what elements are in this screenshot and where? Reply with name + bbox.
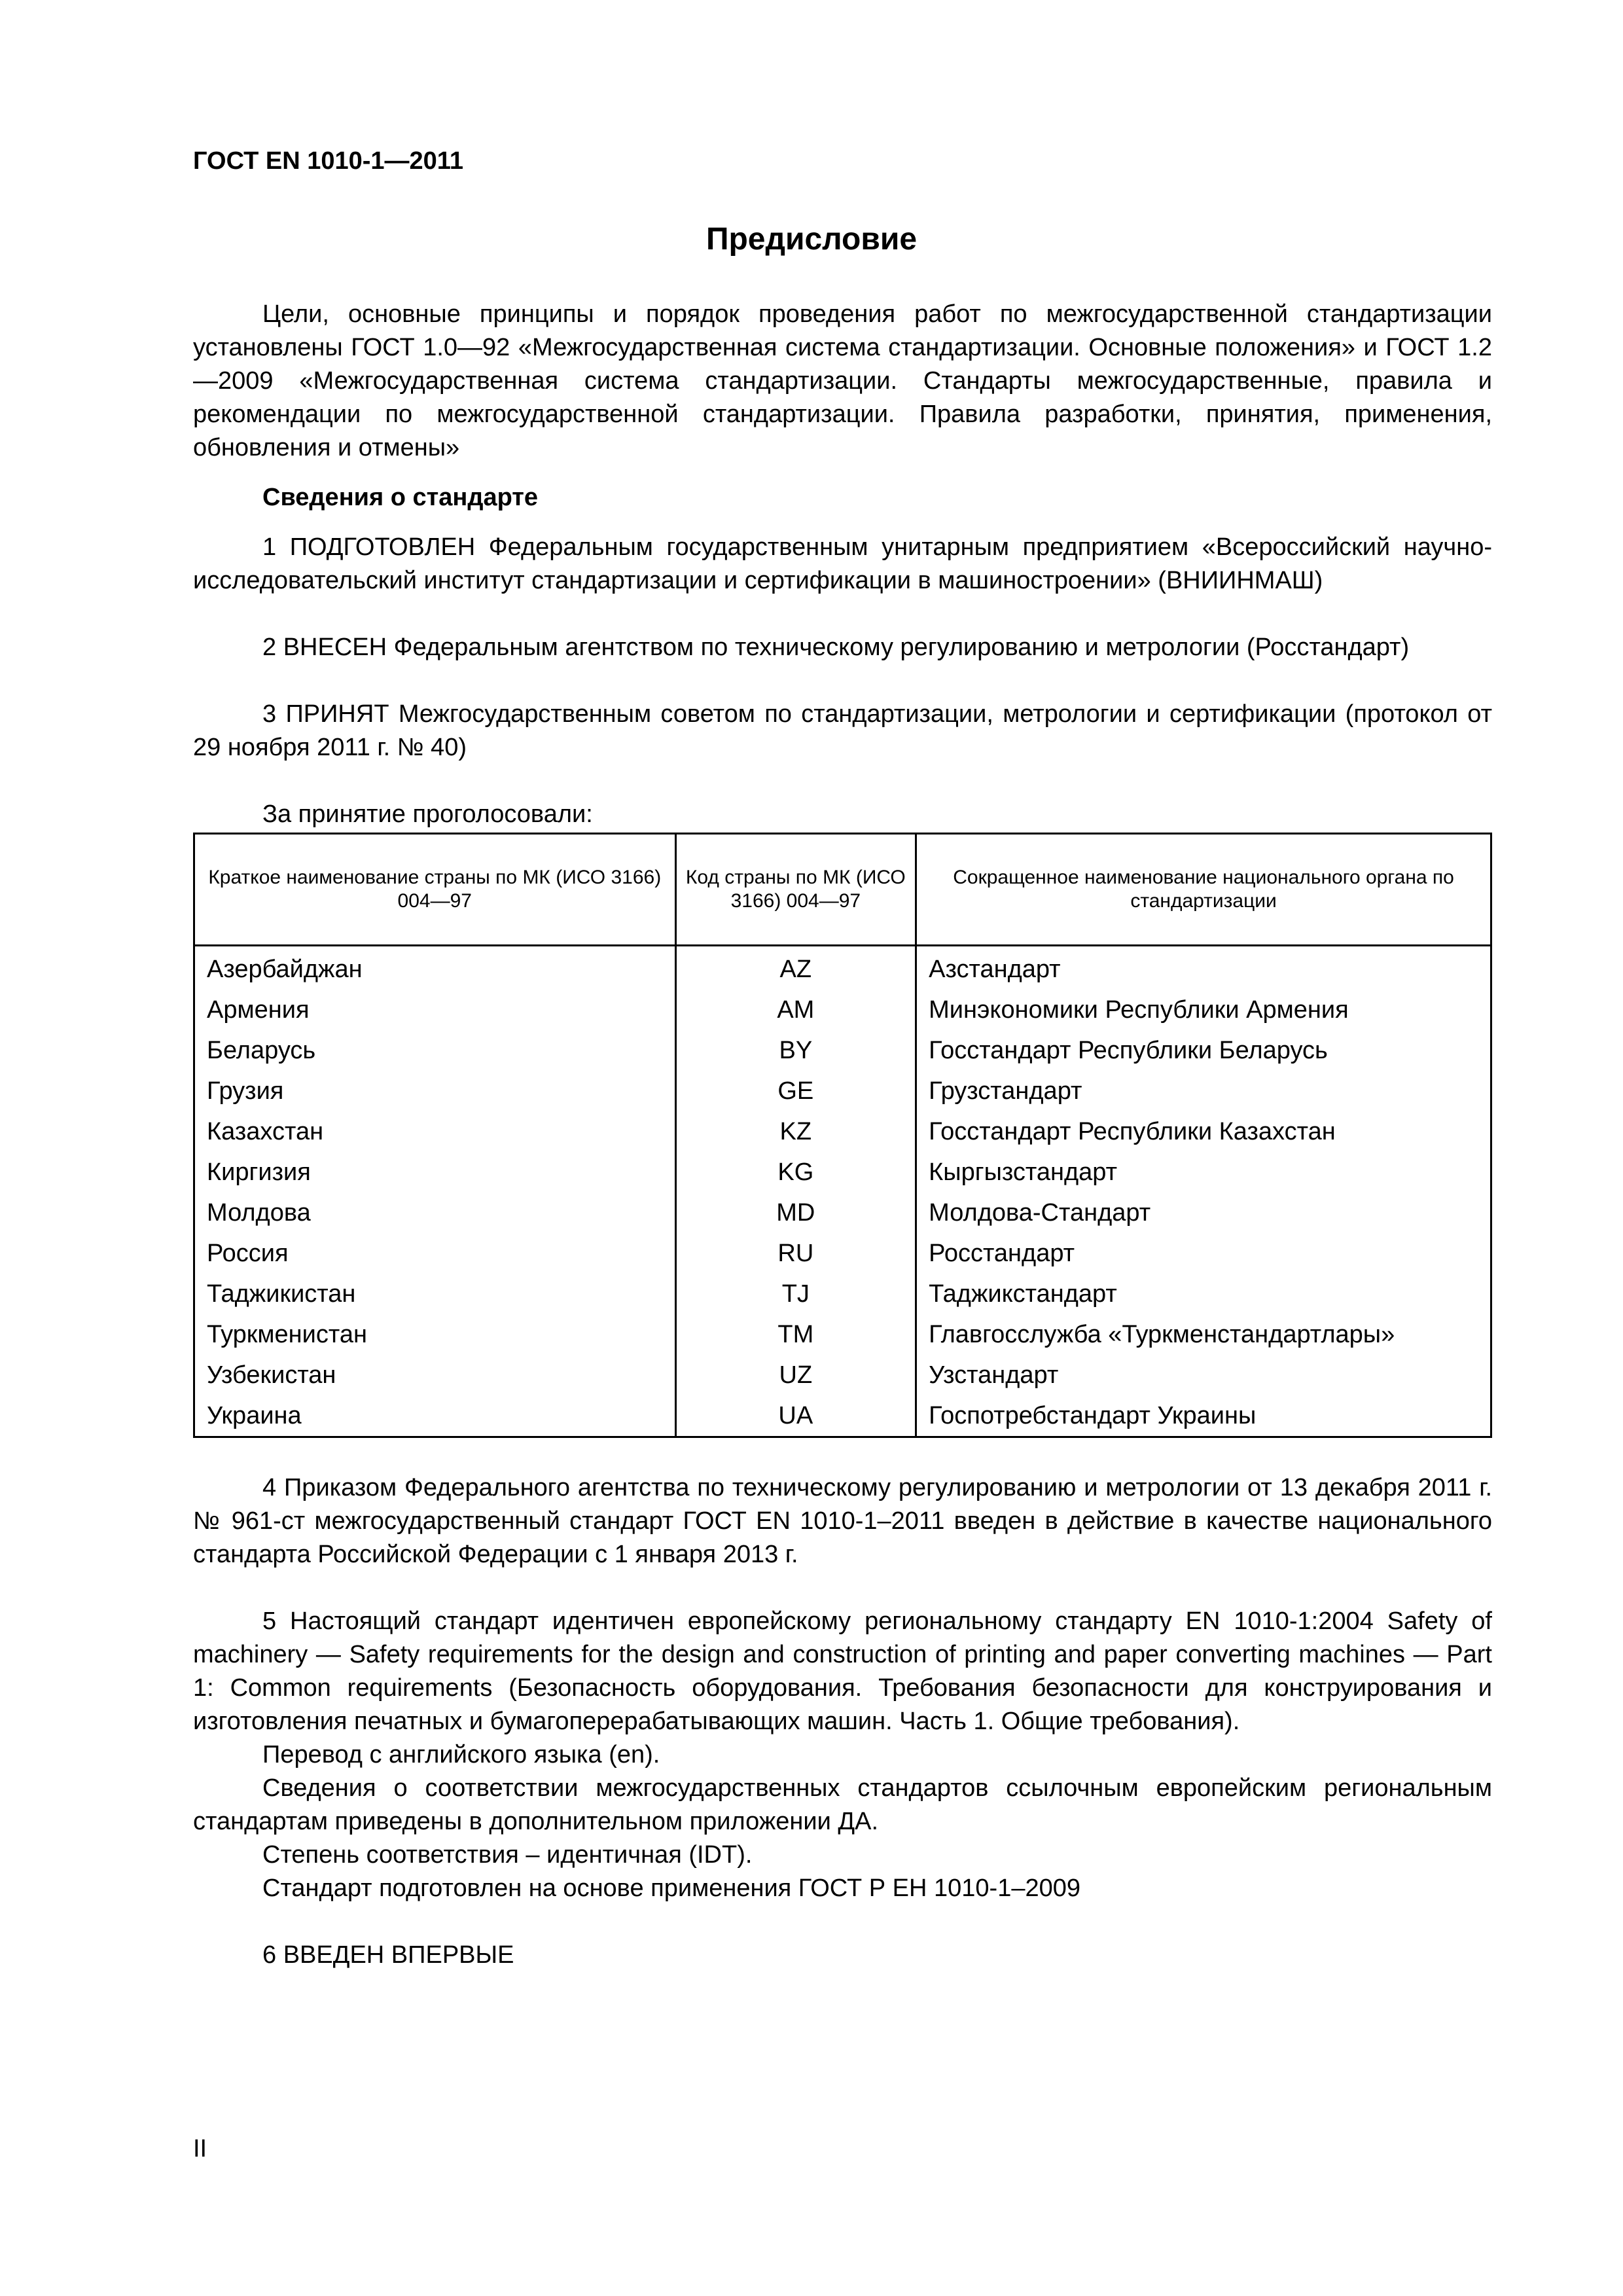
- country-cell: Грузия: [194, 1071, 676, 1111]
- national-body-cell: Грузстандарт: [916, 1071, 1491, 1111]
- code-cell: TM: [675, 1314, 916, 1355]
- table-row: [194, 990, 1491, 1030]
- item-5-info: Сведения о соответствии межгосударственных стандартов ссылочным европейским региональным стандартам приведены в дополнительном приложении ДА.: [193, 1774, 1492, 1835]
- national-body-cell: Госстандарт Республики Казахстан: [916, 1111, 1491, 1152]
- table-row: [194, 1030, 1491, 1071]
- country-cell: Узбекистан: [194, 1355, 676, 1395]
- code-cell: UZ: [675, 1355, 916, 1395]
- code-cell: GE: [675, 1071, 916, 1111]
- code-cell: MD: [675, 1193, 916, 1233]
- item-6-introduced: 6 ВВЕДЕН ВПЕРВЫЕ: [262, 1941, 514, 1969]
- section-heading: Сведения о стандарте: [262, 484, 539, 511]
- item-5-degree: Степень соответствия – идентичная (IDT).: [262, 1841, 753, 1869]
- header-country: Краткое наименование страны по МК (ИСО 3166) 004—97: [194, 834, 676, 946]
- item-1-prepared: 1 ПОДГОТОВЛЕН Федеральным государственным унитарным предприятием «Всероссийский научно-исследовательский институт стандартизации и сертификации в машиностроении» (ВНИИНМАШ): [193, 533, 1492, 594]
- code-cell: TJ: [675, 1274, 916, 1314]
- code-cell: RU: [675, 1233, 916, 1274]
- national-body-cell: Росстандарт: [916, 1233, 1491, 1274]
- country-cell: Туркменистан: [194, 1314, 676, 1355]
- item-4-order: 4 Приказом Федерального агентства по техническому регулированию и метрологии от 13 декабря 2011 г. № 961-ст межгосударственный стандарт ГОСТ EN 1010-1–2011 введен в действие в качестве национального стандарта Российской Федерации с 1 января 2013 г.: [193, 1474, 1492, 1568]
- table-row: [194, 1193, 1491, 1233]
- table-row: [194, 1071, 1491, 1111]
- table-row: [194, 1274, 1491, 1314]
- header-code: Код страны по МК (ИСО 3166) 004—97: [675, 834, 916, 946]
- country-cell: Казахстан: [194, 1111, 676, 1152]
- table-header-row: [194, 834, 1491, 946]
- table-row: [194, 1355, 1491, 1395]
- item-2-submitted: 2 ВНЕСЕН Федеральным агентством по техническому регулированию и метрологии (Росстандарт): [262, 634, 1410, 661]
- table-row: [194, 1395, 1491, 1437]
- national-body-cell: Минэкономики Республики Армения: [916, 990, 1491, 1030]
- national-body-cell: Узстандарт: [916, 1355, 1491, 1395]
- national-body-cell: Госстандарт Республики Беларусь: [916, 1030, 1491, 1071]
- voting-table: [193, 833, 1492, 1438]
- item-3-adopted: 3 ПРИНЯТ Межгосударственным советом по стандартизации, метрологии и сертификации (протокол от 29 ноября 2011 г. № 40): [193, 700, 1492, 761]
- national-body-cell: Молдова-Стандарт: [916, 1193, 1491, 1233]
- country-cell: Украина: [194, 1395, 676, 1437]
- page-number: II: [193, 2135, 207, 2162]
- document-body: [193, 298, 1492, 1972]
- country-cell: Таджикистан: [194, 1274, 676, 1314]
- item-5-basis: Стандарт подготовлен на основе применения ГОСТ Р ЕН 1010-1–2009: [262, 1874, 1080, 1902]
- code-cell: UA: [675, 1395, 916, 1437]
- code-cell: KZ: [675, 1111, 916, 1152]
- country-cell: Россия: [194, 1233, 676, 1274]
- country-cell: Беларусь: [194, 1030, 676, 1071]
- header-body: Сокращенное наименование национального органа по стандартизации: [916, 834, 1491, 946]
- country-cell: Армения: [194, 990, 676, 1030]
- item-5-identical: 5 Настоящий стандарт идентичен европейскому региональному стандарту EN 1010-1:2004 Safety of machinery — Safety requirements for the design and construction of printing and paper converting machines — Part 1: Common requirements (Безопасность оборудования. Требования безопасности для конструирования и изготовления печатных и бумагоперерабатывающих машин. Часть 1. Общие требования).: [193, 1607, 1492, 1735]
- country-cell: Киргизия: [194, 1152, 676, 1193]
- code-cell: KG: [675, 1152, 916, 1193]
- table-row: [194, 1111, 1491, 1152]
- national-body-cell: Госпотребстандарт Украины: [916, 1395, 1491, 1437]
- country-cell: Молдова: [194, 1193, 676, 1233]
- table-row: [194, 946, 1491, 990]
- code-cell: AM: [675, 990, 916, 1030]
- code-cell: AZ: [675, 946, 916, 990]
- table-row: [194, 1152, 1491, 1193]
- national-body-cell: Кыргызстандарт: [916, 1152, 1491, 1193]
- code-cell: BY: [675, 1030, 916, 1071]
- page-title: Предисловие: [705, 222, 918, 257]
- vote-intro: За принятие проголосовали:: [262, 800, 593, 828]
- document-code: ГОСТ EN 1010-1—2011: [193, 147, 463, 175]
- country-cell: Азербайджан: [194, 946, 676, 990]
- table-row: [194, 1314, 1491, 1355]
- item-5-translation: Перевод с английского языка (en).: [262, 1741, 660, 1768]
- intro-paragraph: Цели, основные принципы и порядок проведения работ по межгосударственной стандартизации установлены ГОСТ 1.0—92 «Межгосударственная система стандартизации. Основные положения» и ГОСТ 1.2—2009 «Межгосударственная система стандартизации. Стандарты межгосударственные, правила и рекомендации по межгосударственной стандартизации. Правила разработки, принятия, применения, обновления и отмены»: [193, 300, 1492, 461]
- national-body-cell: Азстандарт: [916, 946, 1491, 990]
- table-row: [194, 1233, 1491, 1274]
- national-body-cell: Главгосслужба «Туркменстандартлары»: [916, 1314, 1491, 1355]
- table-body: [194, 946, 1491, 1437]
- national-body-cell: Таджикстандарт: [916, 1274, 1491, 1314]
